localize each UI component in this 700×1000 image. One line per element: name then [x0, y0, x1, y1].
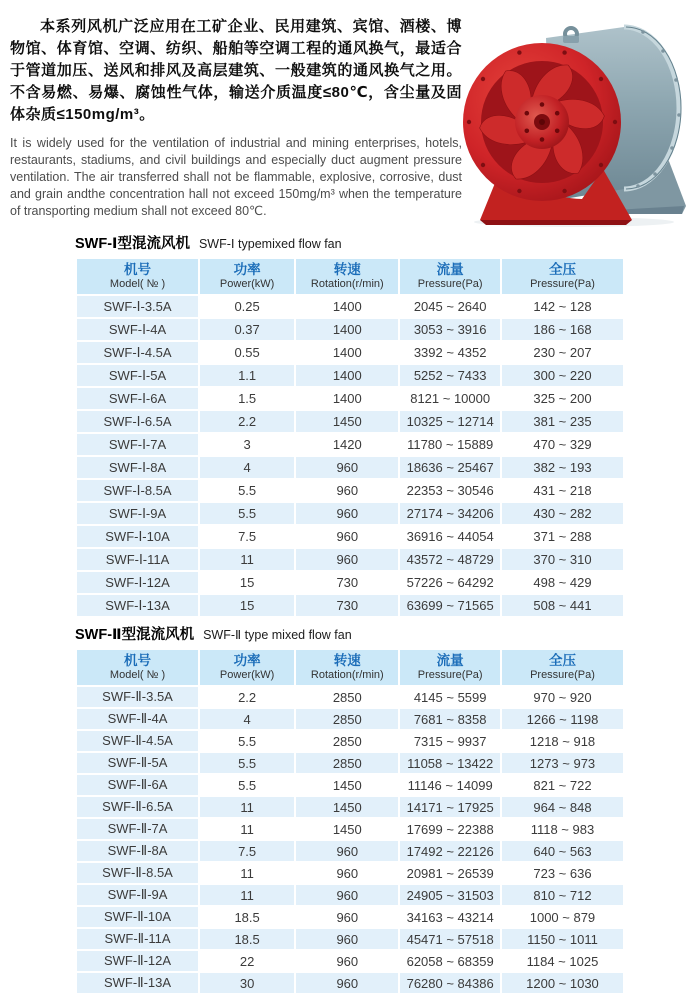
table-cell: 1450 — [296, 819, 398, 839]
table-cell: 2850 — [296, 687, 398, 707]
table-cell: 0.25 — [200, 296, 294, 317]
table-row — [77, 907, 623, 927]
table-cell: 18636 ~ 25467 — [400, 457, 500, 478]
column-header: 转速 Rotation(r/min) — [296, 650, 398, 685]
table-row — [77, 572, 623, 593]
table-row — [77, 595, 623, 616]
table-cell: 970 ~ 920 — [502, 687, 623, 707]
table-cell: SWF-Ⅰ-4A — [77, 319, 198, 340]
table-cell: 2.2 — [200, 687, 294, 707]
intro-section — [0, 0, 700, 232]
table-cell: 8121 ~ 10000 — [400, 388, 500, 409]
table-row — [77, 342, 623, 363]
table-cell: 1400 — [296, 296, 398, 317]
table-cell: 1000 ~ 879 — [502, 907, 623, 927]
intro-paragraph-zh: 本系列风机广泛应用在工矿企业、民用建筑、宾馆、酒楼、博物馆、体育馆、空调、纺织、船舶等空调工程的通风换气，最适合于管道加压、送风和排风及高层建筑、一般建筑的通风换气之用。不含易燃、易爆、腐蚀性气体，输送介质温度≤80℃，含尘量及固体杂质≤150mg/m³。 — [10, 18, 462, 123]
column-header: 全压 Pressure(Pa) — [502, 259, 623, 294]
table-cell: 76280 ~ 84386 — [400, 973, 500, 993]
table-cell: 11 — [200, 863, 294, 883]
table-cell: 5.5 — [200, 731, 294, 751]
table-cell: SWF-Ⅱ-3.5A — [77, 687, 198, 707]
table-cell: 960 — [296, 885, 398, 905]
table-cell: 381 ~ 235 — [502, 411, 623, 432]
table-cell: 430 ~ 282 — [502, 503, 623, 524]
section-title-swf2-en: SWF-Ⅱ type mixed flow fan — [203, 628, 352, 642]
table-row — [77, 775, 623, 795]
table-cell: 11 — [200, 549, 294, 570]
table-cell: SWF-Ⅱ-13A — [77, 973, 198, 993]
table-cell: 1450 — [296, 797, 398, 817]
table-cell: SWF-Ⅱ-10A — [77, 907, 198, 927]
table-cell: SWF-Ⅰ-4.5A — [77, 342, 198, 363]
mixed-flow-fan-image — [456, 10, 694, 228]
table-cell: 1400 — [296, 342, 398, 363]
spec-table-swf1 — [75, 257, 625, 618]
column-header: 转速 Rotation(r/min) — [296, 259, 398, 294]
table-cell: 382 ~ 193 — [502, 457, 623, 478]
table-cell: SWF-Ⅱ-12A — [77, 951, 198, 971]
table-row — [77, 388, 623, 409]
table-cell: 960 — [296, 549, 398, 570]
table-row — [77, 526, 623, 547]
intro-paragraph-en: It is widely used for the ventilation of industrial and mining enterprises, hotels, restaurants, stadiums, and civil buildings and especially duct augment pressure ventilation. The air transferred shall not be flammable, explosive, corrosive, dust and grain andthe concentration hall not exceed 150mg/m³ when the temperature of transporting medium shall not exceed 80℃. — [10, 136, 462, 218]
table-cell: 3053 ~ 3916 — [400, 319, 500, 340]
table-cell: SWF-Ⅰ-5A — [77, 365, 198, 386]
table-cell: 0.55 — [200, 342, 294, 363]
table-cell: 2.2 — [200, 411, 294, 432]
table-row — [77, 549, 623, 570]
table-cell: 1273 ~ 973 — [502, 753, 623, 773]
table-cell: 371 ~ 288 — [502, 526, 623, 547]
table-cell: SWF-Ⅱ-11A — [77, 929, 198, 949]
table-cell: SWF-Ⅰ-11A — [77, 549, 198, 570]
table-cell: 2850 — [296, 709, 398, 729]
table-row — [77, 480, 623, 501]
table-row — [77, 503, 623, 524]
table-cell: 810 ~ 712 — [502, 885, 623, 905]
table-cell: 5252 ~ 7433 — [400, 365, 500, 386]
table-row — [77, 929, 623, 949]
table-cell: 640 ~ 563 — [502, 841, 623, 861]
table-cell: 2045 ~ 2640 — [400, 296, 500, 317]
table-cell: 57226 ~ 64292 — [400, 572, 500, 593]
table-cell: 10325 ~ 12714 — [400, 411, 500, 432]
table-cell: 11146 ~ 14099 — [400, 775, 500, 795]
table-cell: 27174 ~ 34206 — [400, 503, 500, 524]
table-cell: 5.5 — [200, 503, 294, 524]
table-row — [77, 296, 623, 317]
table-row — [77, 434, 623, 455]
table-cell: SWF-Ⅰ-6A — [77, 388, 198, 409]
table-cell: 186 ~ 168 — [502, 319, 623, 340]
table-cell: 34163 ~ 43214 — [400, 907, 500, 927]
column-header: 流量 Pressure(Pa) — [400, 259, 500, 294]
table-cell: SWF-Ⅱ-6.5A — [77, 797, 198, 817]
table-cell: 11780 ~ 15889 — [400, 434, 500, 455]
fan-inlet — [463, 43, 621, 201]
table-cell: 43572 ~ 48729 — [400, 549, 500, 570]
column-header: 机号 Model( № ) — [77, 259, 198, 294]
table-cell: 4145 ~ 5599 — [400, 687, 500, 707]
table-row — [77, 709, 623, 729]
table-cell: 960 — [296, 526, 398, 547]
table-cell: 960 — [296, 457, 398, 478]
table-cell: 15 — [200, 595, 294, 616]
product-photo-area — [462, 16, 694, 232]
table-cell: 1118 ~ 983 — [502, 819, 623, 839]
table-cell: 230 ~ 207 — [502, 342, 623, 363]
column-header: 功率 Power(kW) — [200, 650, 294, 685]
table-cell: 17492 ~ 22126 — [400, 841, 500, 861]
table-header-row — [77, 259, 623, 294]
table-cell: 960 — [296, 929, 398, 949]
table-cell: 0.37 — [200, 319, 294, 340]
section-title-swf1-en: SWF-Ⅰ typemixed flow fan — [198, 237, 342, 251]
table-cell: SWF-Ⅱ-8A — [77, 841, 198, 861]
table-cell: 5.5 — [200, 775, 294, 795]
table-cell: 960 — [296, 503, 398, 524]
table-cell: 11 — [200, 885, 294, 905]
section-title-swf2 — [75, 625, 625, 645]
table-cell: 300 ~ 220 — [502, 365, 623, 386]
table-cell: 964 ~ 848 — [502, 797, 623, 817]
column-header: 功率 Power(kW) — [200, 259, 294, 294]
table-cell: 960 — [296, 951, 398, 971]
table-cell: 1400 — [296, 365, 398, 386]
intro-text-block — [10, 16, 462, 232]
table-cell: 2850 — [296, 753, 398, 773]
table-cell: 18.5 — [200, 929, 294, 949]
table-cell: SWF-Ⅰ-6.5A — [77, 411, 198, 432]
table-cell: 1218 ~ 918 — [502, 731, 623, 751]
table-cell: SWF-Ⅱ-7A — [77, 819, 198, 839]
table-cell: 30 — [200, 973, 294, 993]
table-cell: 11 — [200, 797, 294, 817]
table-cell: 960 — [296, 480, 398, 501]
table-row — [77, 973, 623, 993]
table-cell: 730 — [296, 595, 398, 616]
table-cell: 22353 ~ 30546 — [400, 480, 500, 501]
table-cell: 62058 ~ 68359 — [400, 951, 500, 971]
table-row — [77, 885, 623, 905]
table-cell: 325 ~ 200 — [502, 388, 623, 409]
table-cell: 431 ~ 218 — [502, 480, 623, 501]
table-cell: 36916 ~ 44054 — [400, 526, 500, 547]
section-title-swf2-zh: SWF-Ⅱ型混流风机 — [75, 627, 195, 643]
table-cell: 1184 ~ 1025 — [502, 951, 623, 971]
table-row — [77, 319, 623, 340]
table-cell: 960 — [296, 973, 398, 993]
table-cell: 3392 ~ 4352 — [400, 342, 500, 363]
table-cell: 1200 ~ 1030 — [502, 973, 623, 993]
table-cell: 24905 ~ 31503 — [400, 885, 500, 905]
table-cell: SWF-Ⅰ-9A — [77, 503, 198, 524]
table-row — [77, 411, 623, 432]
table-row — [77, 365, 623, 386]
table-cell: 5.5 — [200, 480, 294, 501]
table-cell: 63699 ~ 71565 — [400, 595, 500, 616]
spec-section — [75, 234, 625, 995]
table-cell: SWF-Ⅱ-9A — [77, 885, 198, 905]
table-cell: SWF-Ⅱ-8.5A — [77, 863, 198, 883]
column-header: 全压 Pressure(Pa) — [502, 650, 623, 685]
table-cell: SWF-Ⅱ-5A — [77, 753, 198, 773]
table-row — [77, 753, 623, 773]
table-cell: 4 — [200, 709, 294, 729]
table-cell: 508 ~ 441 — [502, 595, 623, 616]
table-cell: 1266 ~ 1198 — [502, 709, 623, 729]
table-cell: SWF-Ⅰ-10A — [77, 526, 198, 547]
table-cell: SWF-Ⅰ-8.5A — [77, 480, 198, 501]
table-cell: 5.5 — [200, 753, 294, 773]
table-cell: 1400 — [296, 388, 398, 409]
table-cell: 11058 ~ 13422 — [400, 753, 500, 773]
table-cell: 960 — [296, 907, 398, 927]
table-row — [77, 951, 623, 971]
table-cell: SWF-Ⅱ-4A — [77, 709, 198, 729]
table-cell: 1400 — [296, 319, 398, 340]
table-cell: 3 — [200, 434, 294, 455]
table-cell: 17699 ~ 22388 — [400, 819, 500, 839]
table-cell: 498 ~ 429 — [502, 572, 623, 593]
table-cell: 7681 ~ 8358 — [400, 709, 500, 729]
table-cell: 1450 — [296, 411, 398, 432]
table-cell: 1.5 — [200, 388, 294, 409]
table-cell: 22 — [200, 951, 294, 971]
table-cell: 14171 ~ 17925 — [400, 797, 500, 817]
table-header-row — [77, 650, 623, 685]
table-cell: 821 ~ 722 — [502, 775, 623, 795]
table-cell: 7.5 — [200, 526, 294, 547]
column-header: 机号 Model( № ) — [77, 650, 198, 685]
table-row — [77, 819, 623, 839]
table-row — [77, 457, 623, 478]
table-cell: 1420 — [296, 434, 398, 455]
table-cell: 723 ~ 636 — [502, 863, 623, 883]
table-cell: SWF-Ⅰ-12A — [77, 572, 198, 593]
table-cell: 15 — [200, 572, 294, 593]
table-cell: 11 — [200, 819, 294, 839]
table-cell: 7315 ~ 9937 — [400, 731, 500, 751]
table-cell: SWF-Ⅰ-13A — [77, 595, 198, 616]
table-cell: SWF-Ⅰ-7A — [77, 434, 198, 455]
table-row — [77, 863, 623, 883]
table-row — [77, 687, 623, 707]
table-cell: 142 ~ 128 — [502, 296, 623, 317]
table-cell: 7.5 — [200, 841, 294, 861]
table-cell: SWF-Ⅰ-8A — [77, 457, 198, 478]
section-title-swf1 — [75, 234, 625, 254]
table-cell: 1150 ~ 1011 — [502, 929, 623, 949]
table-cell: 470 ~ 329 — [502, 434, 623, 455]
table-cell: 730 — [296, 572, 398, 593]
table-row — [77, 797, 623, 817]
table-cell: 370 ~ 310 — [502, 549, 623, 570]
table-cell: SWF-Ⅰ-3.5A — [77, 296, 198, 317]
table-row — [77, 731, 623, 751]
table-cell: 1450 — [296, 775, 398, 795]
table-cell: 4 — [200, 457, 294, 478]
table-cell: SWF-Ⅱ-4.5A — [77, 731, 198, 751]
table-cell: 1.1 — [200, 365, 294, 386]
table-cell: 960 — [296, 841, 398, 861]
table-cell: 45471 ~ 57518 — [400, 929, 500, 949]
table-cell: SWF-Ⅱ-6A — [77, 775, 198, 795]
spec-table-swf2 — [75, 648, 625, 995]
section-title-swf1-zh: SWF-Ⅰ型混流风机 — [75, 236, 190, 252]
table-cell: 20981 ~ 26539 — [400, 863, 500, 883]
table-cell: 18.5 — [200, 907, 294, 927]
table-cell: 960 — [296, 863, 398, 883]
column-header: 流量 Pressure(Pa) — [400, 650, 500, 685]
table-row — [77, 841, 623, 861]
table-cell: 2850 — [296, 731, 398, 751]
